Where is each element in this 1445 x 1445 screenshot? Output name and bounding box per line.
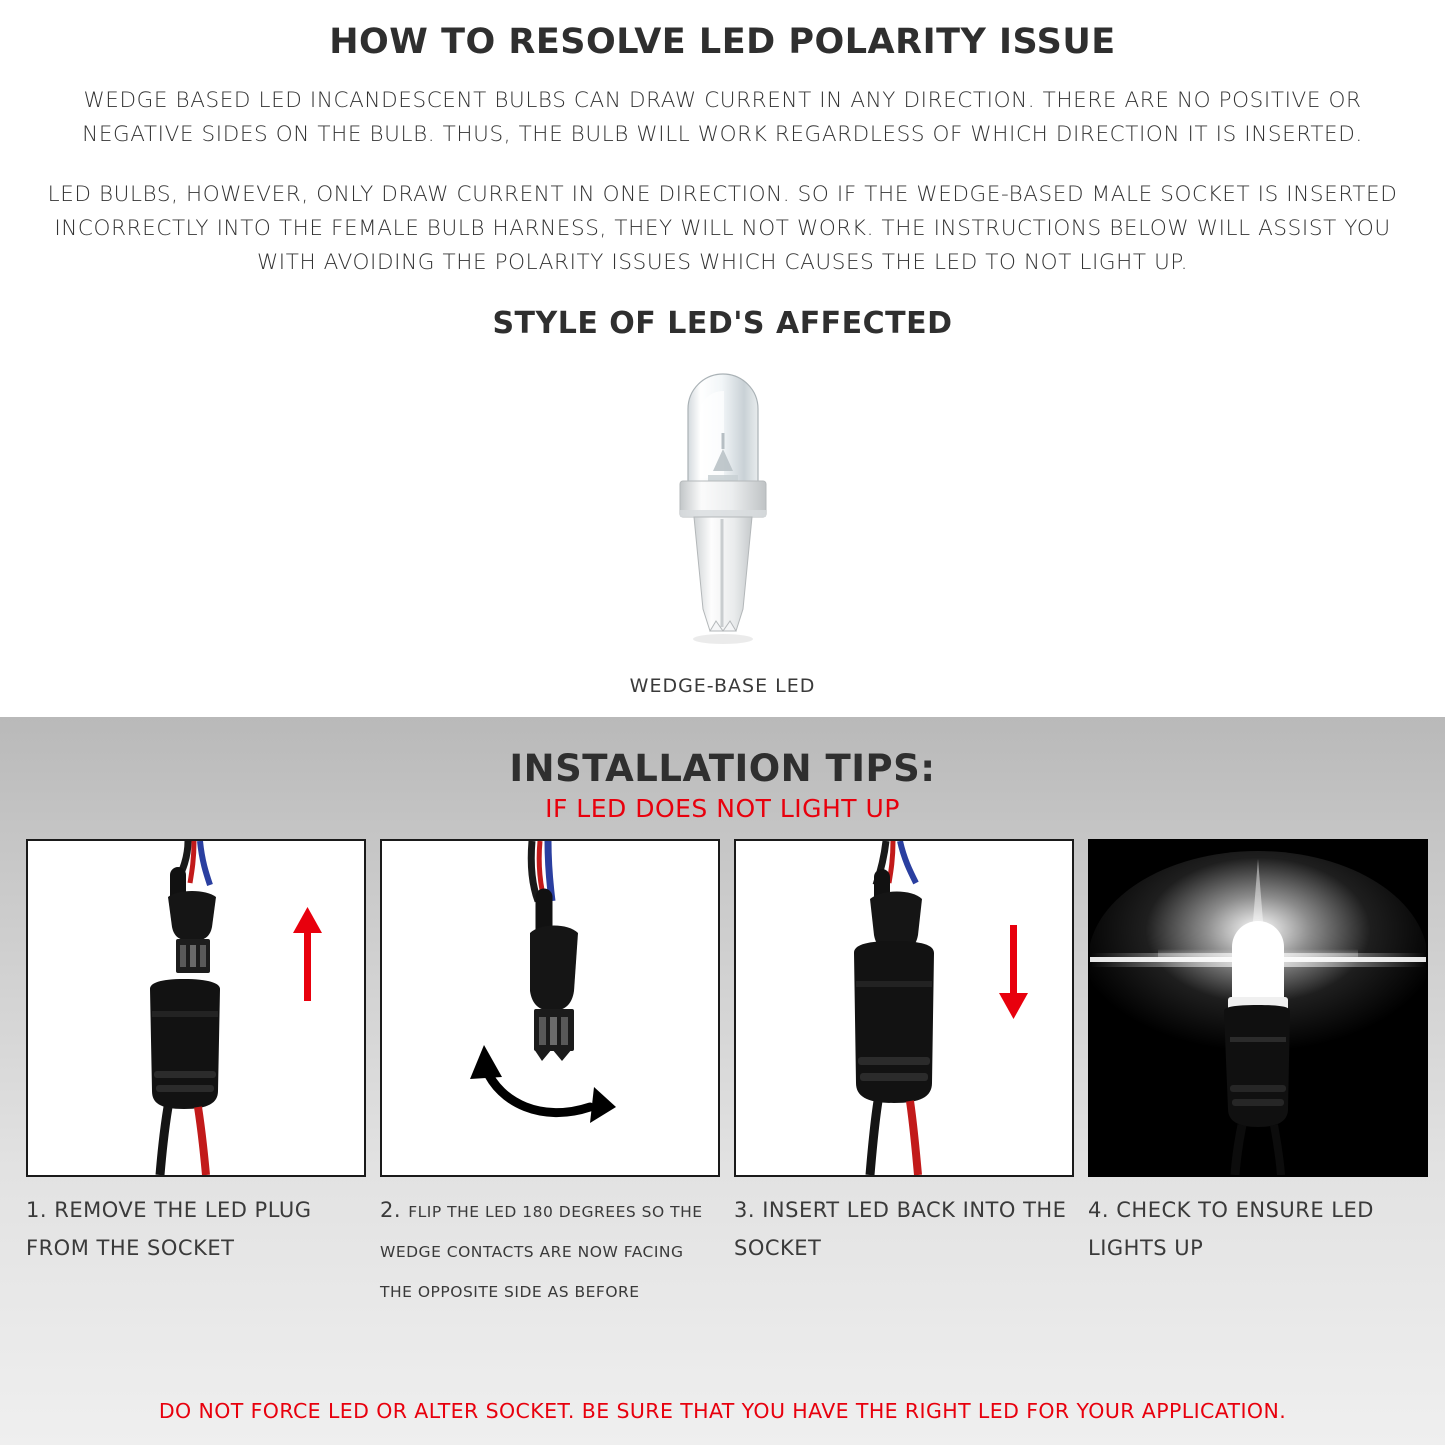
intro-paragraph-2: LED BULBS, HOWEVER, ONLY DRAW CURRENT IN ONE DIRECTION. SO IF THE WEDGE-BASED MALE SOCKET IS INSERTED INCORRECTLY INTO THE FEMALE BULB HARNESS, THEY WILL NOT WORK. THE INSTRUCTIONS BELOW WILL ASSIST YOU WITH AVOIDING THE POLARITY ISSUES WHICH CAUSES THE LED TO NOT LIGHT UP. bbox=[47, 182, 1398, 275]
installation-heading: INSTALLATION TIPS: bbox=[509, 747, 936, 790]
step-2-caption bbox=[380, 1191, 720, 1311]
led-plug-flipped-photo bbox=[382, 841, 718, 1175]
style-section-heading: STYLE OF LED'S AFFECTED bbox=[492, 306, 953, 341]
step-3-caption bbox=[734, 1191, 1074, 1267]
step-4-image bbox=[1088, 839, 1428, 1177]
step-3-image bbox=[734, 839, 1074, 1177]
step-4-caption bbox=[1088, 1191, 1428, 1267]
installation-subheading: IF LED DOES NOT LIGHT UP bbox=[545, 794, 900, 823]
bulb-caption: WEDGE-BASE LED bbox=[629, 675, 816, 697]
wedge-base-led-illustration bbox=[22, 353, 1423, 653]
led-plug-insertion-photo bbox=[736, 841, 1072, 1175]
bulb-icon bbox=[658, 363, 788, 653]
step-1-number: 1. bbox=[26, 1198, 48, 1222]
step-1 bbox=[26, 839, 366, 1311]
step-4-label: CHECK TO ENSURE LED LIGHTS UP bbox=[1088, 1198, 1374, 1260]
footer-warning: DO NOT FORCE LED OR ALTER SOCKET. BE SURE THAT YOU HAVE THE RIGHT LED FOR YOUR APPLICATION. bbox=[158, 1399, 1287, 1423]
intro-section bbox=[0, 0, 1445, 717]
led-illuminated-photo bbox=[1090, 841, 1426, 1175]
step-2-image bbox=[380, 839, 720, 1177]
intro-paragraph-1: WEDGE BASED LED INCANDESCENT BULBS CAN DRAW CURRENT IN ANY DIRECTION. THERE ARE NO POSITIVE OR NEGATIVE SIDES ON THE BULB. THUS, THE BULB WILL WORK REGARDLESS OF WHICH DIRECTION IT IS INSERTED. bbox=[82, 88, 1363, 147]
step-3 bbox=[734, 839, 1074, 1311]
steps-row bbox=[20, 839, 1425, 1311]
step-4 bbox=[1088, 839, 1428, 1311]
page-title: HOW TO RESOLVE LED POLARITY ISSUE bbox=[329, 22, 1116, 62]
step-1-caption bbox=[26, 1191, 366, 1267]
step-2 bbox=[380, 839, 720, 1311]
step-1-label: REMOVE THE LED PLUG FROM THE SOCKET bbox=[26, 1198, 312, 1260]
step-3-number: 3. bbox=[734, 1198, 756, 1222]
installation-tips-section bbox=[0, 717, 1445, 1445]
step-1-image bbox=[26, 839, 366, 1177]
led-plug-removal-photo bbox=[28, 841, 364, 1175]
step-3-label: INSERT LED BACK INTO THE SOCKET bbox=[734, 1198, 1067, 1260]
step-2-number: 2. bbox=[380, 1198, 402, 1222]
step-2-label: FLIP THE LED 180 DEGREES SO THE WEDGE CONTACTS ARE NOW FACING THE OPPOSITE SIDE AS BEFORE bbox=[380, 1203, 703, 1301]
step-4-number: 4. bbox=[1088, 1198, 1110, 1222]
